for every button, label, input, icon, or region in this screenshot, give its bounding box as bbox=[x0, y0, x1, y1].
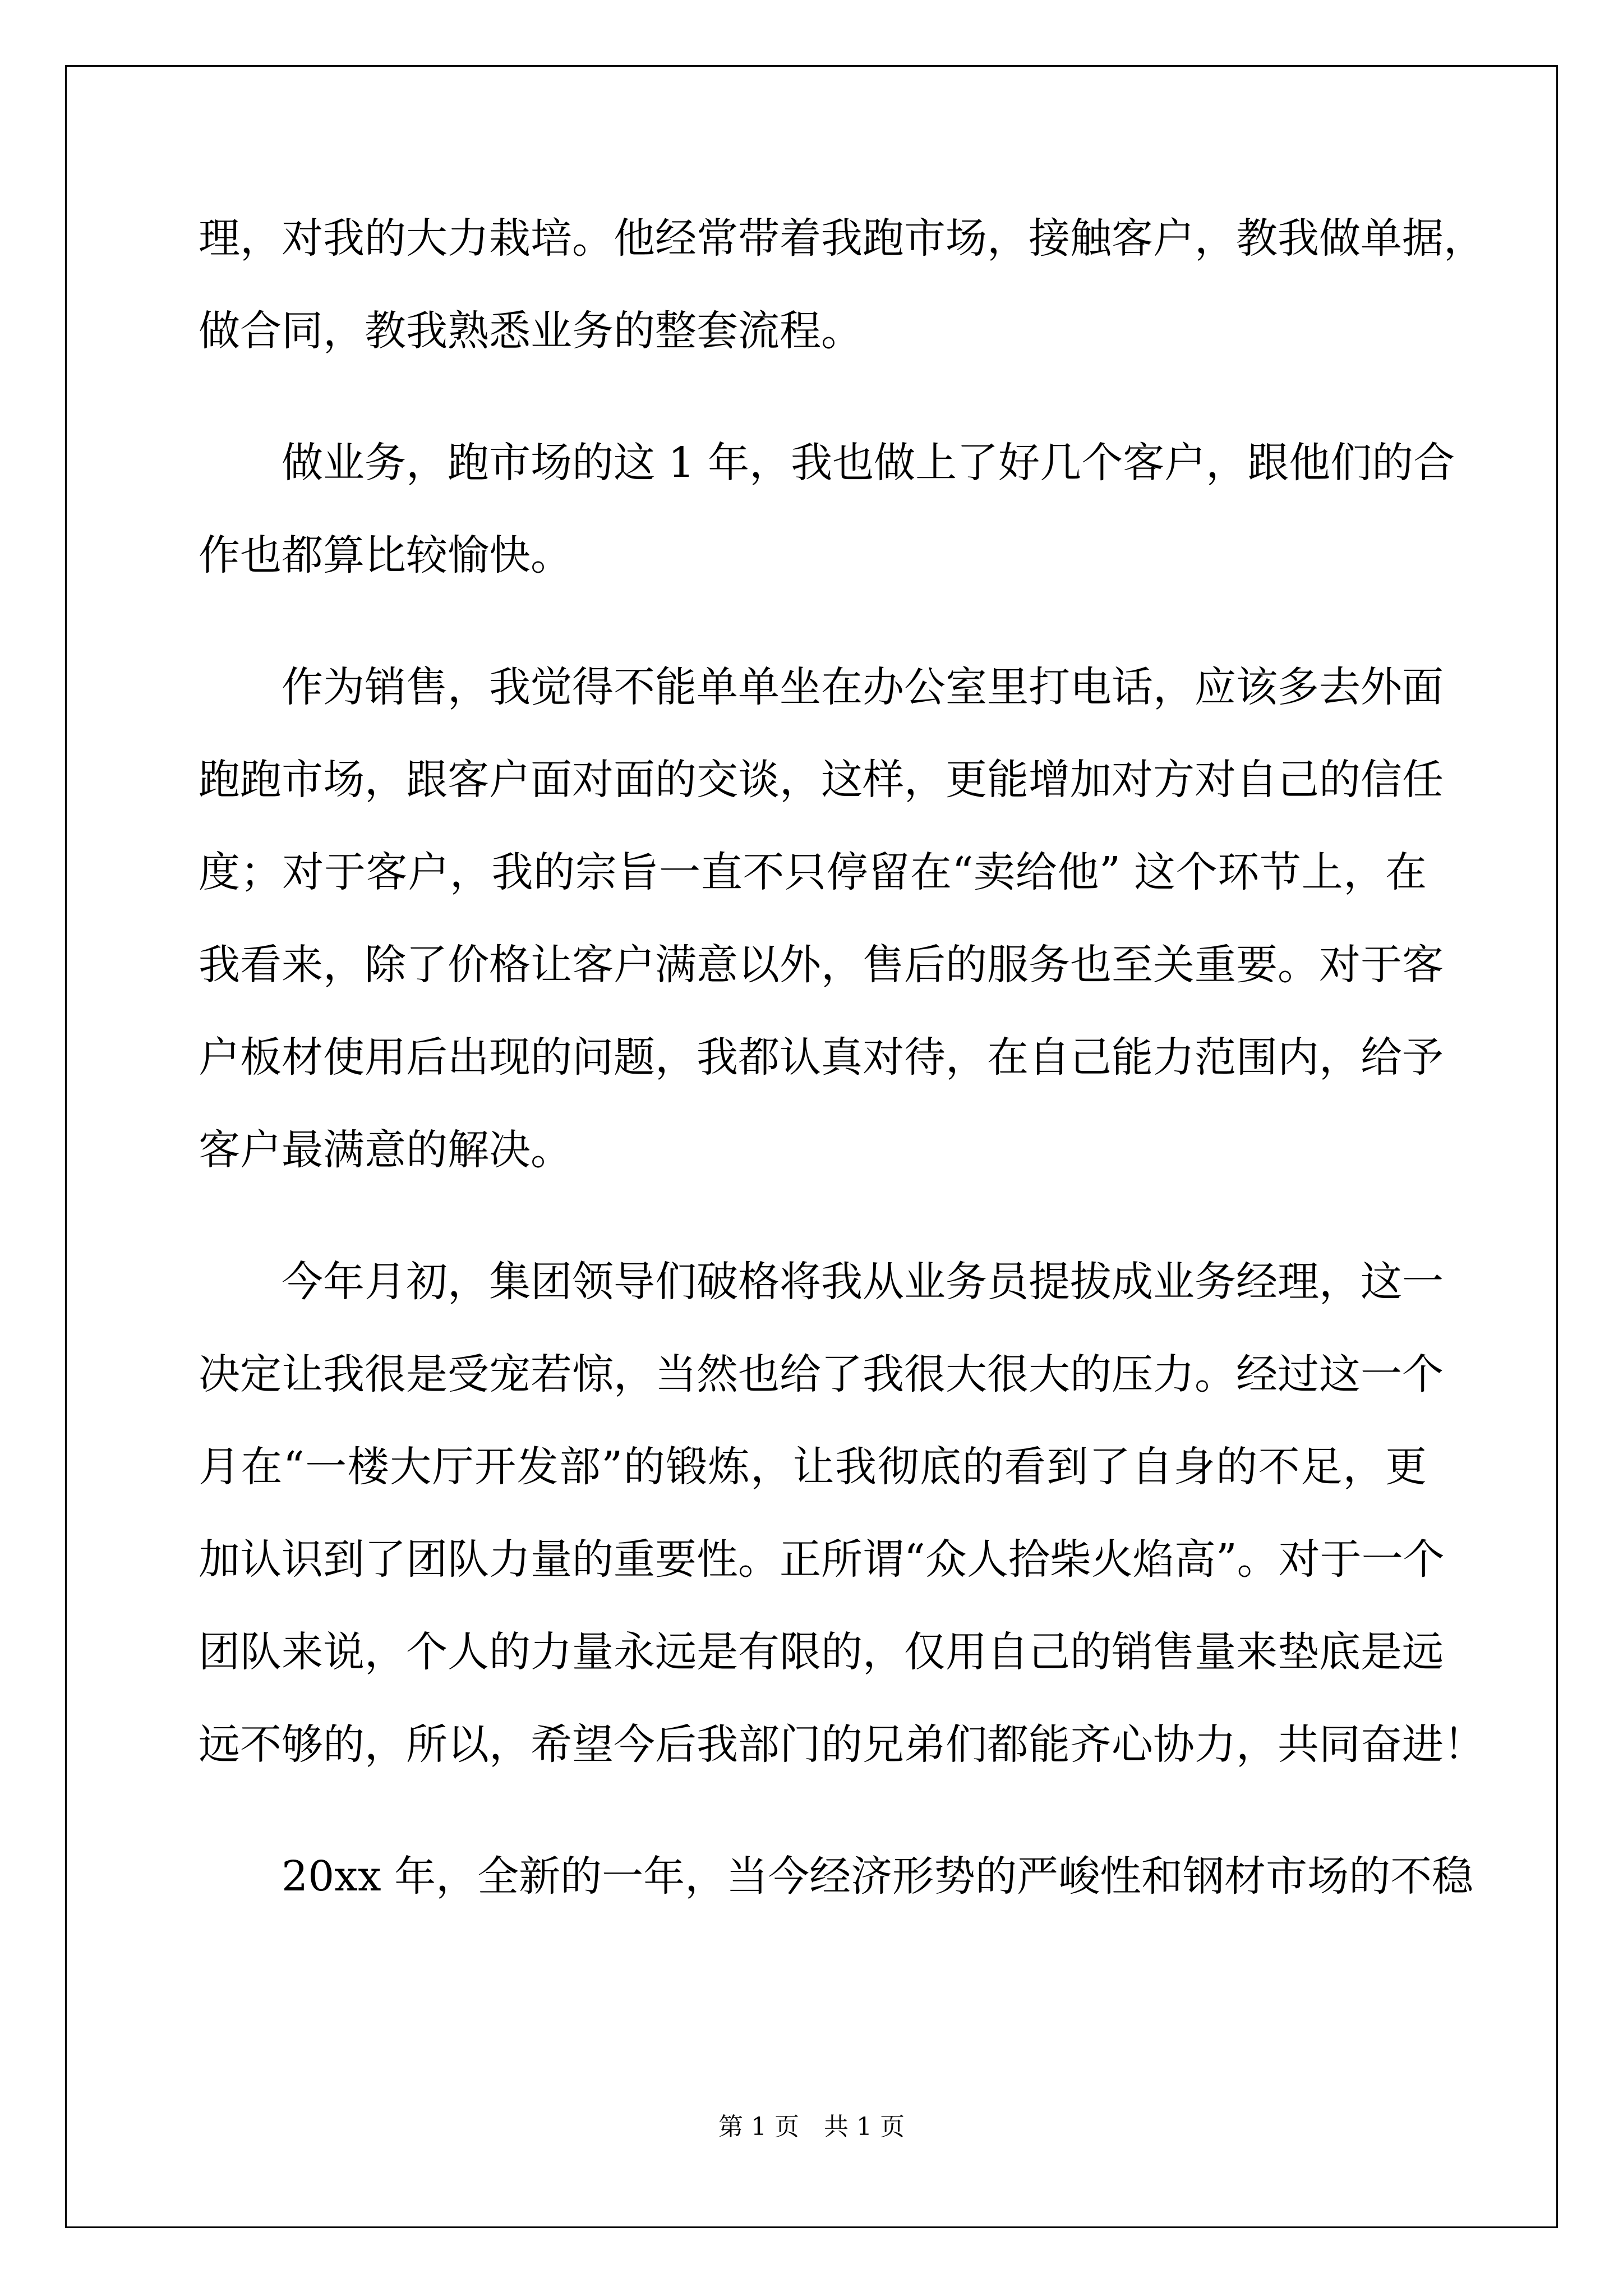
paragraph-start-line: 今年月初，集团领导们破格将我从业务员提拔成业务经理，这一 bbox=[282, 1258, 1444, 1306]
text-line: 度；对于客户，我的宗旨一直不只停留在“卖给他” 这个环节上，在 bbox=[199, 848, 1427, 896]
text-line: 月在“一楼大厅开发部”的锻炼，让我彻底的看到了自身的不足，更 bbox=[199, 1443, 1427, 1491]
paragraph-start-line: 20xx 年，全新的一年，当今经济形势的严峻性和钢材市场的不稳 bbox=[282, 1852, 1474, 1901]
text-line: 加认识到了团队力量的重要性。正所谓“众人拾柴火焰高”。对于一个 bbox=[199, 1535, 1445, 1584]
paragraph-start-line: 作为销售，我觉得不能单单坐在办公室里打电话，应该多去外面 bbox=[282, 663, 1444, 711]
text-line: 做合同，教我熟悉业务的整套流程。 bbox=[199, 307, 863, 355]
text-line: 决定让我很是受宠若惊，当然也给了我很大很大的压力。经过这一个 bbox=[199, 1350, 1444, 1398]
text-line: 远不够的，所以，希望今后我部门的兄弟们都能齐心协力，共同奋进！ bbox=[199, 1720, 1485, 1769]
paragraph-start-line: 做业务，跑市场的这 1 年，我也做上了好几个客户，跟他们的合 bbox=[282, 439, 1455, 487]
page-number-footer: 第 1 页 共 1 页 bbox=[718, 2113, 905, 2141]
text-line: 客户最满意的解决。 bbox=[199, 1126, 572, 1174]
text-line: 我看来，除了价格让客户满意以外，售后的服务也至关重要。对于客 bbox=[199, 941, 1444, 989]
text-line: 户板材使用后出现的问题，我都认真对待，在自己能力范围内，给予 bbox=[199, 1033, 1444, 1082]
text-line: 作也都算比较愉快。 bbox=[199, 531, 572, 579]
text-line: 跑跑市场，跟客户面对面的交谈，这样，更能增加对方对自己的信任 bbox=[199, 756, 1444, 804]
text-line: 团队来说，个人的力量永远是有限的，仅用自己的销售量来垫底是远 bbox=[199, 1628, 1444, 1676]
text-line: 理，对我的大力栽培。他经常带着我跑市场，接触客户，教我做单据， bbox=[199, 214, 1485, 263]
